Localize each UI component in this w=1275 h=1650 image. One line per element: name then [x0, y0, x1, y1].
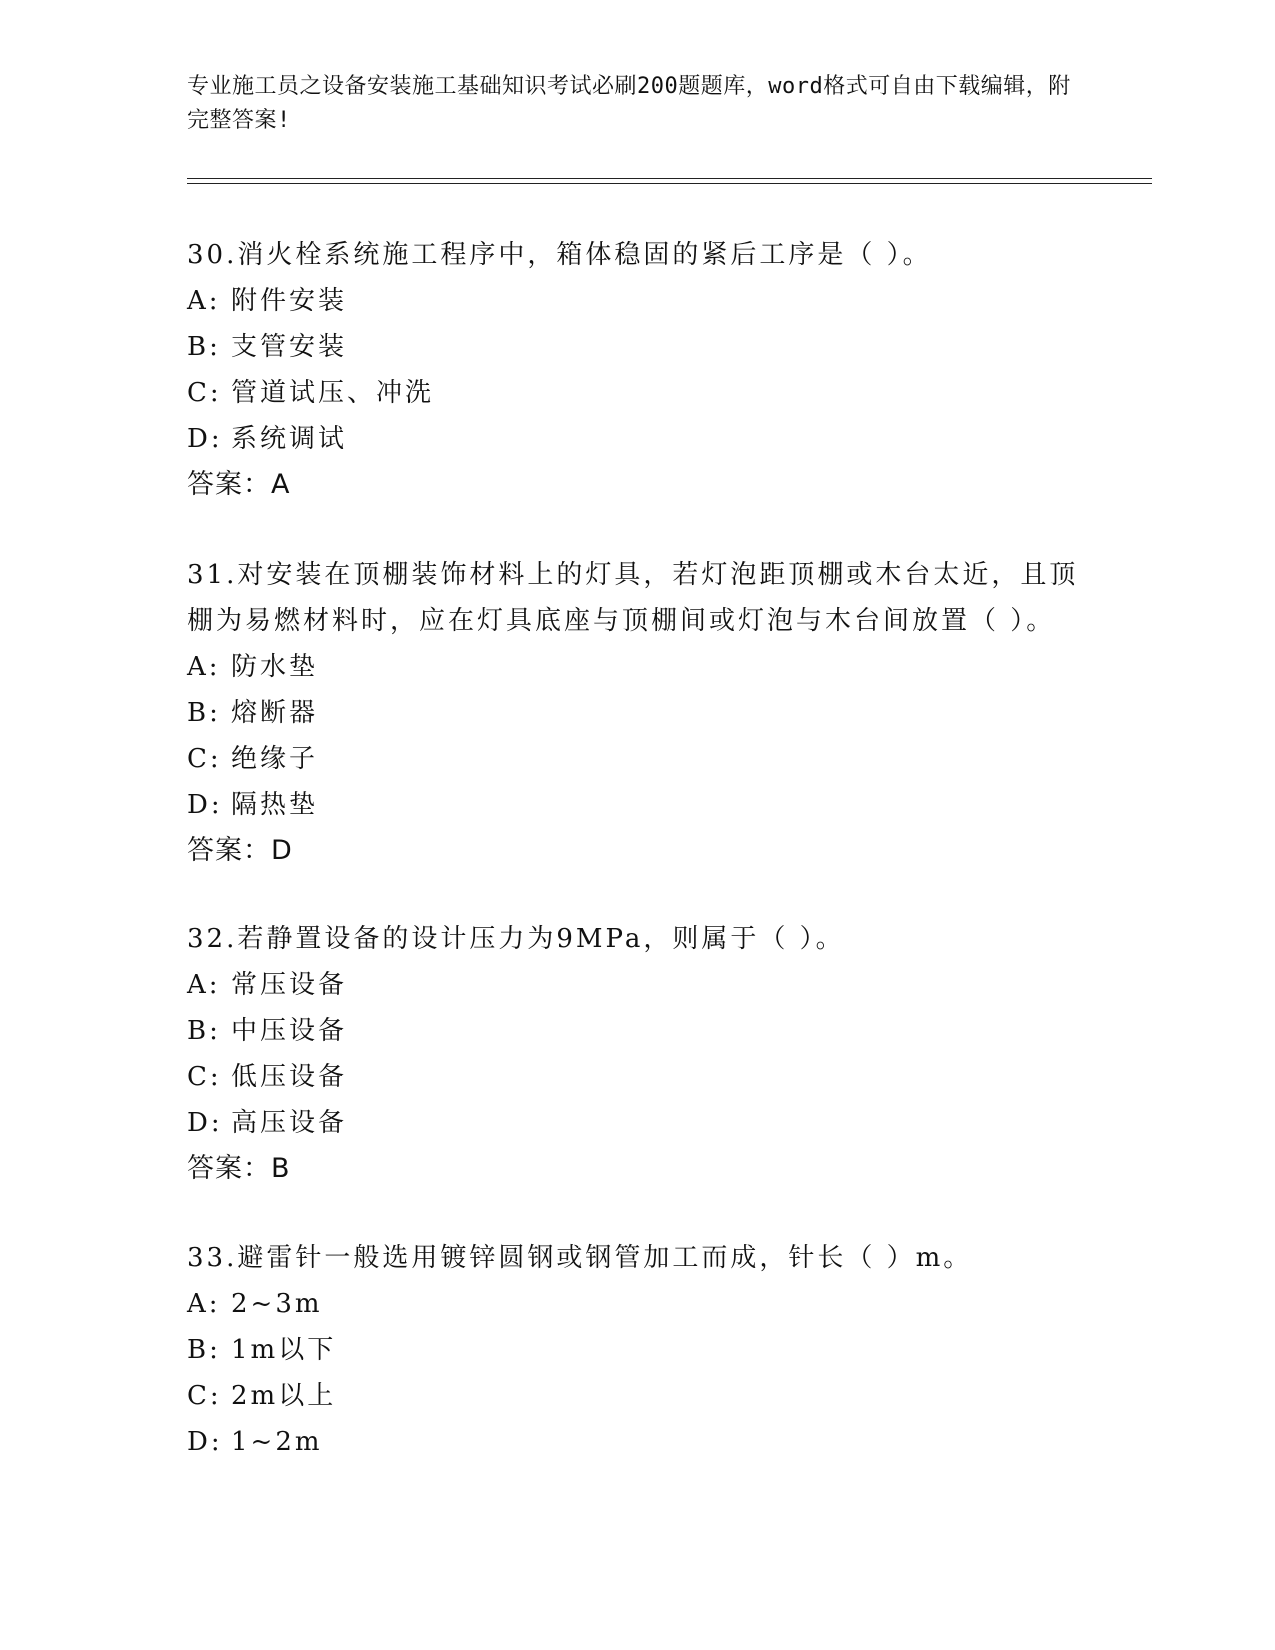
answer: 答案：D	[187, 835, 293, 866]
option-d	[187, 1100, 1087, 1146]
option-text: 常压设备	[231, 970, 348, 1000]
header-divider-top	[187, 178, 1152, 179]
option-key: B:	[187, 698, 221, 728]
question-30	[187, 232, 1087, 508]
question-stem: 31.对安装在顶棚装饰材料上的灯具，若灯泡距顶棚或木台太近，且顶棚为易燃材料时，应在灯具底座与顶棚间或灯泡与木台间放置（ ）。	[187, 560, 1079, 636]
option-text: 1~2m	[231, 1427, 323, 1457]
option-key: D:	[187, 790, 223, 820]
option-key: C:	[187, 1381, 222, 1411]
option-text: 管道试压、冲洗	[231, 378, 435, 408]
option-d	[187, 782, 1087, 828]
document-header: 专业施工员之设备安装施工基础知识考试必刷200题题库，word格式可自由下载编辑，附完整答案!	[187, 74, 1071, 133]
option-text: 高压设备	[231, 1108, 348, 1138]
option-key: C:	[187, 378, 222, 408]
option-text: 支管安装	[231, 332, 348, 362]
option-key: D:	[187, 424, 223, 454]
option-a	[187, 962, 1087, 1008]
option-b	[187, 1327, 1087, 1373]
option-key: A:	[187, 1289, 221, 1319]
option-key: B:	[187, 1335, 221, 1365]
question-stem: 30.消火栓系统施工程序中，箱体稳固的紧后工序是（ ）。	[187, 240, 932, 270]
option-a	[187, 1281, 1087, 1327]
option-c	[187, 370, 1087, 416]
option-key: A:	[187, 286, 221, 316]
option-text: 中压设备	[231, 1016, 348, 1046]
option-key: C:	[187, 744, 222, 774]
option-b	[187, 324, 1087, 370]
option-b	[187, 1008, 1087, 1054]
option-text: 1m以下	[231, 1335, 337, 1365]
question-33	[187, 1235, 1087, 1465]
option-text: 防水垫	[231, 652, 319, 682]
option-d	[187, 1419, 1087, 1465]
option-text: 绝缘子	[231, 744, 319, 774]
option-text: 附件安装	[231, 286, 348, 316]
option-a	[187, 278, 1087, 324]
option-text: 系统调试	[231, 424, 348, 454]
option-key: C:	[187, 1062, 222, 1092]
option-c	[187, 1054, 1087, 1100]
option-key: A:	[187, 970, 221, 1000]
option-text: 2~3m	[231, 1289, 323, 1319]
option-key: D:	[187, 1108, 223, 1138]
option-a	[187, 644, 1087, 690]
option-c	[187, 1373, 1087, 1419]
answer: 答案：A	[187, 469, 291, 500]
option-text: 2m以上	[231, 1381, 337, 1411]
question-31	[187, 552, 1087, 874]
option-key: B:	[187, 332, 221, 362]
answer: 答案：B	[187, 1153, 291, 1184]
option-d	[187, 416, 1087, 462]
option-key: D:	[187, 1427, 223, 1457]
option-c	[187, 736, 1087, 782]
option-text: 隔热垫	[231, 790, 319, 820]
option-text: 熔断器	[231, 698, 319, 728]
option-text: 低压设备	[231, 1062, 348, 1092]
question-stem: 33.避雷针一般选用镀锌圆钢或钢管加工而成，针长（ ）m。	[187, 1243, 973, 1273]
question-stem: 32.若静置设备的设计压力为9MPa，则属于（ ）。	[187, 924, 845, 954]
option-b	[187, 690, 1087, 736]
question-32	[187, 916, 1087, 1192]
option-key: A:	[187, 652, 221, 682]
header-divider-bottom	[187, 183, 1152, 184]
option-key: B:	[187, 1016, 221, 1046]
